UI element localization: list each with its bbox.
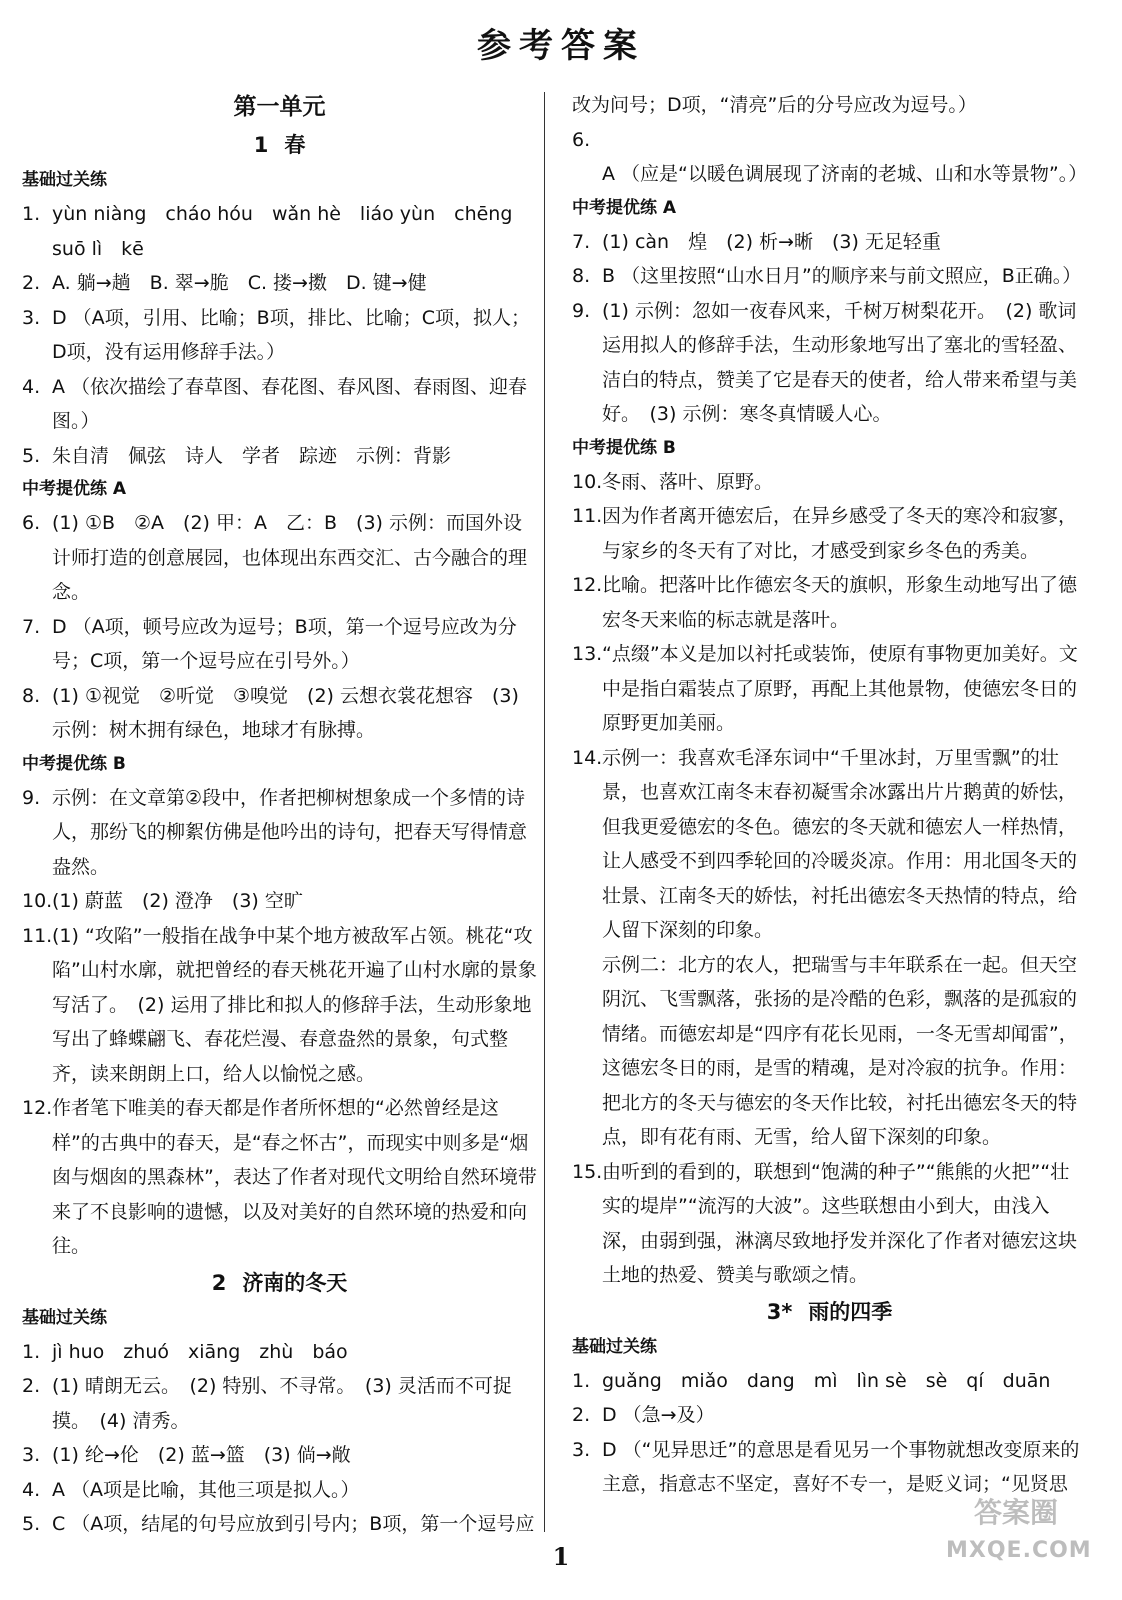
section-heading: 中考提优练 B	[572, 437, 676, 458]
answer-list	[572, 465, 1087, 948]
watermark-logo-text: 答案圈	[973, 1496, 1058, 1529]
answer-item	[22, 884, 537, 919]
page-title: 参考答案	[477, 26, 645, 66]
answer-item	[22, 919, 537, 1092]
answer-item	[22, 1473, 537, 1508]
answer-item	[572, 637, 1087, 741]
lesson-heading-1	[22, 126, 537, 164]
section-heading: 中考提优练 A	[22, 479, 127, 499]
lesson-title: 雨的四季	[808, 1299, 893, 1324]
answer-number: 10.	[572, 470, 603, 493]
answer-paragraph: 示例二：北方的农人，把瑞雪与丰年联系在一起。但天空阴沉、飞雪飘落，张扬的是冷酷的色彩，飘落的是孤寂的情绪。而德宏却是“四序有花长见雨，一冬无雪却闻雷”，这德宏冬日的雨，是雪的精魂，是对冷寂的抗争。作用：把北方的冬天与德宏的冬天作比较，衬托出德宏冬天的特点，即有花有雨、无雪，给人留下深刻的印象。	[602, 953, 1078, 1148]
lesson-number: 3*	[766, 1299, 793, 1324]
answer-item	[572, 568, 1087, 637]
answer-text: 冬雨、落叶、原野。	[602, 470, 774, 493]
answer-number: 9.	[572, 299, 591, 322]
answer-number: 11.	[22, 924, 53, 947]
answer-number: 1.	[22, 203, 41, 225]
watermark-url: MXQE.COM	[946, 1538, 1092, 1563]
answer-number: 14.	[572, 746, 603, 769]
answer-text: D （A项，引用、比喻；B项，排比、比喻；C项，拟人；D项，没有运用修辞手法。）	[52, 306, 530, 363]
answer-number: 2.	[22, 272, 41, 294]
answer-number: 6.	[572, 128, 591, 151]
answer-list	[572, 225, 1087, 432]
answer-number: 13.	[572, 643, 603, 665]
answer-text: (1) ①视觉 ②听觉 ③嗅觉 (2) 云想衣裳花想容 (3) 示例：树木拥有绿色，地球才有脉搏。	[52, 684, 519, 741]
answer-item	[572, 741, 1087, 948]
lesson-title: 济南的冬天	[242, 1270, 348, 1295]
answer-text: 朱自清 佩弦 诗人 学者 踪迹 示例：背影	[52, 444, 452, 467]
lesson-title: 春	[284, 133, 306, 157]
answer-item	[22, 1507, 537, 1542]
answer-item	[22, 197, 537, 266]
answer-number: 3.	[22, 1444, 41, 1466]
section-heading: 基础过关练	[22, 170, 107, 190]
answer-item	[572, 1364, 1087, 1399]
answer-text: (1) 晴朗无云。 (2) 特别、不寻常。 (3) 灵活而不可捉摸。 (4) 清秀。	[52, 1375, 512, 1432]
answer-number: 1.	[22, 1340, 41, 1363]
answer-list	[22, 1335, 537, 1542]
answer-number: 4.	[22, 1478, 41, 1501]
answer-number: 1.	[572, 1369, 591, 1392]
answer-item	[22, 439, 537, 474]
right-column	[572, 88, 1087, 1502]
answer-item	[22, 370, 537, 439]
lesson-number: 1	[253, 133, 269, 157]
answer-text: D （A项，顿号应改为逗号；B项，第一个逗号应改为分号；C项，第一个逗号应在引号外。）	[52, 615, 517, 672]
answer-list	[22, 197, 537, 473]
answer-item	[572, 294, 1087, 432]
answer-number: 10.	[22, 890, 53, 912]
answer-item	[22, 1369, 537, 1438]
answer-item	[572, 1398, 1087, 1433]
answer-item	[22, 679, 537, 748]
answer-text: 比喻。把落叶比作德宏冬天的旗帜，形象生动地写出了德宏冬天来临的标志就是落叶。	[602, 574, 1078, 631]
answer-list	[572, 123, 1087, 192]
answer-text: (1) “攻陷”一般指在战争中某个地方被敌军占领。桃花“攻陷”山村水廓，就把曾经的春天桃花开遍了山村水廓的景象写活了。 (2) 运用了排比和拟人的修辞手法，生动形象地写出了蜂蝶翩飞、春花烂漫、春意盎然的景象，句式整齐，读来朗朗上口，给人以愉悦之感。	[52, 924, 537, 1085]
answer-item	[22, 610, 537, 679]
answer-list	[572, 1364, 1087, 1502]
answer-text: 因为作者离开德宏后，在异乡感受了冬天的寒冷和寂寥，与家乡的冬天有了对比，才感受到家乡冬色的秀美。	[602, 505, 1078, 562]
answer-item	[22, 781, 537, 885]
answer-number: 3.	[22, 306, 41, 329]
answer-number: 7.	[22, 615, 41, 638]
answer-text: (1) càn 煌 (2) 析→晰 (3) 无足轻重	[602, 230, 941, 253]
page-number: 1	[552, 1542, 570, 1571]
answer-number: 4.	[22, 375, 41, 398]
answer-number: 11.	[572, 505, 603, 527]
answer-number: 7.	[572, 230, 591, 253]
answer-text: 由听到的看到的，联想到“饱满的种子”“熊熊的火把”“壮实的堤岸”“流泻的大波”。这些联想由小到大，由浅入深，由弱到强，淋漓尽致地抒发并深化了作者对德宏这块土地的热爱、赞美与歌颂之情。	[602, 1160, 1078, 1286]
answer-number: 8.	[22, 684, 41, 707]
answer-item	[572, 465, 1087, 500]
answer-number: 2.	[22, 1375, 41, 1397]
answer-number: 9.	[22, 786, 41, 809]
answer-text: 作者笔下唯美的春天都是作者所怀想的“必然曾经是这样”的古典中的春天，是“春之怀古”，而现实中则多是“烟囱与烟囱的黑森林”，表达了作者对现代文明给自然环境带来了不良影响的遗憾，以及对美好的自然环境的热爱和向往。	[52, 1097, 537, 1257]
answer-list	[572, 1155, 1087, 1293]
answer-number: 5.	[22, 1513, 41, 1535]
answer-item	[22, 1335, 537, 1370]
answer-item	[572, 259, 1087, 294]
continued-text: 改为问号；D项，“清亮”后的分号应改为逗号。）	[572, 94, 977, 116]
answer-item	[22, 1091, 537, 1264]
answer-text: C （A项，结尾的句号应放到引号内；B项，第一个逗号应	[52, 1513, 535, 1535]
answer-number: 2.	[572, 1404, 591, 1426]
column-divider	[544, 92, 545, 1532]
answer-text: 示例：在文章第②段中，作者把柳树想象成一个多情的诗人，那纷飞的柳絮仿佛是他吟出的诗句，把春天写得情意盎然。	[52, 786, 528, 878]
answer-number: 3.	[572, 1438, 591, 1461]
answer-number: 12.	[572, 574, 603, 596]
answer-text: B （这里按照“山水日月”的顺序来与前文照应，B正确。）	[602, 265, 1082, 287]
answer-text: yùn niàng cháo hóu wǎn hè liáo yùn chēng suō lì kē	[52, 203, 532, 260]
answer-list	[22, 506, 537, 748]
answer-item	[22, 506, 537, 610]
answer-item	[572, 123, 1087, 192]
answer-number: 5.	[22, 444, 41, 467]
section-heading: 中考提优练 B	[22, 753, 126, 774]
answer-text: (1) 示例：忽如一夜春风来，千树万树梨花开。 (2) 歌词运用拟人的修辞手法，生动形象地写出了塞北的雪轻盈、洁白的特点，赞美了它是春天的使者，给人带来希望与美好。 (3) 示例：寒冬真情暖人心。	[602, 299, 1078, 425]
answer-text: (1) 蔚蓝 (2) 澄净 (3) 空旷	[52, 890, 303, 912]
answer-item	[22, 1438, 537, 1473]
answer-list	[22, 781, 537, 1264]
answer-text: jì huo zhuó xiāng zhù báo	[52, 1340, 348, 1363]
answer-item	[572, 1155, 1087, 1293]
unit-heading: 第一单元	[233, 94, 326, 120]
answer-item	[572, 225, 1087, 260]
left-column	[22, 88, 537, 1542]
answer-text: D （急→及）	[602, 1404, 715, 1426]
answer-number: 15.	[572, 1160, 603, 1183]
answer-item	[572, 499, 1087, 568]
answer-number: 8.	[572, 265, 591, 287]
answer-number: 12.	[22, 1097, 53, 1119]
answer-text: 示例一：我喜欢毛泽东词中“千里冰封，万里雪飘”的壮景，也喜欢江南冬末春初凝雪余冰露出片片鹅黄的娇怯，但我更爱德宏的冬色。德宏的冬天就和德宏人一样热情，让人感受不到四季轮回的冷暖炎凉。作用：用北国冬天的壮景、江南冬天的娇怯，衬托出德宏冬天热情的特点，给人留下深刻的印象。	[602, 746, 1078, 941]
answer-item	[22, 301, 537, 370]
answer-text: A. 躺→趟 B. 翠→脆 C. 搂→擞 D. 键→健	[52, 272, 427, 294]
answer-text: A （A项是比喻，其他三项是拟人。）	[52, 1478, 360, 1501]
lesson-number: 2	[211, 1270, 227, 1295]
answer-text: guǎng miǎo dang mì lìn sè sè qí duān	[602, 1369, 1051, 1392]
section-heading: 基础过关练	[22, 1307, 107, 1328]
answer-text: A （应是“以暖色调展现了济南的老城、山和水等景物”。）	[602, 163, 1088, 185]
answer-item	[22, 266, 537, 301]
lesson-heading-2	[22, 1264, 537, 1302]
answer-number: 6.	[22, 512, 41, 534]
watermark-logo	[946, 1488, 1092, 1578]
answer-text: A （依次描绘了春草图、春花图、春风图、春雨图、迎春图。）	[52, 375, 528, 432]
section-heading: 基础过关练	[572, 1336, 657, 1357]
answer-text: D （“见异思迁”的意思是看见另一个事物就想改变原来的主意，指意志不坚定，喜好不专一，是贬义词；“见贤思	[602, 1438, 1080, 1495]
section-heading: 中考提优练 A	[572, 197, 677, 218]
answer-text: (1) ①B ②A (2) 甲：A 乙：B (3) 示例：而国外设计师打造的创意展园，也体现出东西交汇、古今融合的理念。	[52, 512, 528, 603]
answer-text: (1) 纶→伦 (2) 蓝→篮 (3) 倘→敞	[52, 1444, 351, 1466]
answer-text: “点缀”本义是加以衬托或装饰，使原有事物更加美好。文中是指白霜装点了原野，再配上其他景物，使德宏冬日的原野更加美丽。	[602, 643, 1078, 734]
lesson-heading-3	[572, 1293, 1087, 1331]
